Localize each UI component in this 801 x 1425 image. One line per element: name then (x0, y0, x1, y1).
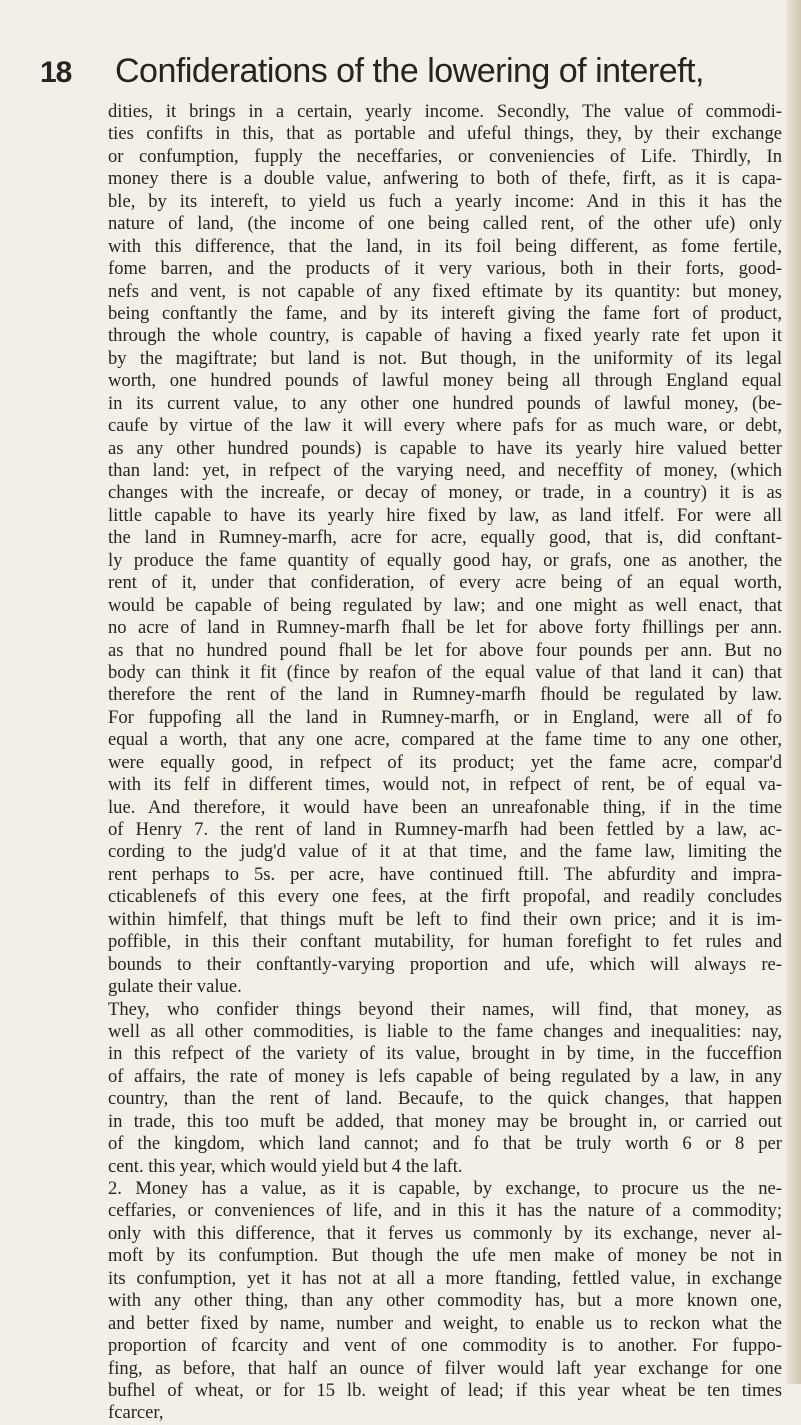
text-line: only with this difference, that it ferves us commonly by its exchange, never al- (108, 1222, 782, 1244)
text-line: country, than the rent of land. Becaufe, to the quick changes, that happen (108, 1088, 782, 1110)
text-line: moft by its confumption. But though the ufe men make of money be not in (108, 1245, 782, 1267)
text-line: were equally good, in refpect of its product; yet the fame acre, compar'd (108, 751, 782, 773)
text-line: through the whole country, is capable of having a fixed yearly rate fet upon it (108, 325, 782, 347)
text-line: worth, one hundred pounds of lawful money being all through England equal (108, 370, 782, 392)
text-line: fing, as before, that half an ounce of filver would laft year exchange for one (108, 1357, 782, 1379)
text-line: in this refpect of the variety of its value, brought in by time, in the fucceffion (108, 1043, 782, 1065)
text-line: caufe by virtue of the law it will every where pafs for as much ware, or debt, (108, 415, 782, 437)
text-line: as that no hundred pound fhall be let for above four pounds per ann. But no (108, 639, 782, 661)
text-line: For fuppofing all the land in Rumney-marfh, or in England, were all of fo (108, 706, 782, 728)
text-line: in its current value, to any other one hundred pounds of lawful money, (be- (108, 392, 782, 414)
text-line: being conftantly the fame, and by its intereft giving the fame fort of product, (108, 302, 782, 324)
text-line: They, who confider things beyond their names, will find, that money, as (108, 998, 782, 1020)
text-line: well as all other commodities, is liable to the fame changes and inequalities: nay, (108, 1020, 782, 1042)
text-line: ly produce the fame quantity of equally good hay, or grafs, one as another, the (108, 549, 782, 571)
text-line: within himfelf, that things muft be left to find their own price; and it is im- (108, 908, 782, 930)
text-line: therefore the rent of the land in Rumney-marfh fhould be regulated by law. (108, 684, 782, 706)
text-line: nature of land, (the income of one being called rent, of the other ufe) only (108, 213, 782, 235)
text-line: ceffaries, or conveniences of life, and in this it has the nature of a commodity; (108, 1200, 782, 1222)
text-line: the land in Rumney-marfh, acre for acre, equally good, that is, did conftant- (108, 527, 782, 549)
text-line: or confumption, fupply the neceffaries, or conveniencies of Life. Thirdly, In (108, 145, 782, 167)
text-line: rent perhaps to 5s. per acre, have continued ftill. The abfurdity and impra- (108, 863, 782, 885)
text-line: rent of it, under that confideration, of every acre being of an equal worth, (108, 572, 782, 594)
text-line: cticablenefs of this every one fees, at the firft propofal, and readily concludes (108, 886, 782, 908)
page-number: 18 (40, 56, 72, 89)
text-line: with this difference, that the land, in its foil being different, as fome fertile, (108, 235, 782, 257)
text-line: cording to the judg'd value of it at that time, and the fame law, limiting the (108, 841, 782, 863)
text-line: no acre of land in Rumney-marfh fhall be let for above forty fhillings per ann. (108, 617, 782, 639)
text-line: money there is a double value, anfwering to both of thefe, firft, as it is capa- (108, 168, 782, 190)
text-line: body can think it fit (fince by reafon of the equal value of that land it can) that (108, 661, 782, 683)
text-line: cent. this year, which would yield but 4 the laft. (108, 1155, 463, 1177)
text-line: bufhel of wheat, or for 15 lb. weight of lead; if this year wheat be ten times (108, 1379, 782, 1401)
page-header (40, 50, 780, 100)
text-line: gulate their value. (108, 976, 242, 998)
text-line: ties confifts in this, that as portable and ufeful things, they, by their exchange (108, 123, 782, 145)
text-line: with any other thing, than any other commodity has, but a more known one, (108, 1290, 782, 1312)
text-line: would be capable of being regulated by law; and one might as well enact, that (108, 594, 782, 616)
text-line: changes with the increafe, or decay of money, or trade, in a country) it is as (108, 482, 782, 504)
text-line: 2. Money has a value, as it is capable, by exchange, to procure us the ne- (108, 1178, 782, 1199)
text-line: bounds to their conftantly-varying proportion and ufe, which will always re- (108, 953, 782, 975)
text-line: of the kingdom, which land cannot; and fo that be truly worth 6 or 8 per (108, 1133, 782, 1155)
text-line: equal a worth, that any one acre, compared at the fame time to any one other, (108, 729, 782, 751)
text-line: and better fixed by name, number and weight, to enable us to reckon what the (108, 1312, 782, 1334)
catchword: fcarcer, (108, 1402, 164, 1424)
text-line: of affairs, the rate of money is lefs capable of being regulated by a law, in any (108, 1065, 782, 1087)
running-head: Confiderations of the lowering of intereft, (115, 52, 704, 90)
text-line: ble, by its intereft, to yield us fuch a yearly income: And in this it has the (108, 190, 782, 212)
body-text (108, 101, 782, 1425)
text-line: lue. And therefore, it would have been an unreafonable thing, if in the time (108, 796, 782, 818)
text-line: with its felf in different times, would not, in refpect of rent, be of equal va- (108, 774, 782, 796)
text-line: its confumption, yet it has not at all a more ftanding, fettled value, in exchange (108, 1267, 782, 1289)
text-line: by the magiftrate; but land is not. But though, in the uniformity of its legal (108, 347, 782, 369)
text-line: dities, it brings in a certain, yearly income. Secondly, The value of commodi- (108, 101, 782, 122)
text-line: nefs and vent, is not capable of any fixed eftimate by its quantity: but money, (108, 280, 782, 302)
text-line: as any other hundred pounds) is capable to have its yearly hire valued better (108, 437, 782, 459)
text-line: poffible, in this their conftant mutability, for human forefight to fet rules and (108, 931, 782, 953)
text-line: little capable to have its yearly hire fixed by law, as land itfelf. For were all (108, 504, 782, 526)
text-line: than land: yet, in refpect of the varying need, and neceffity of money, (which (108, 460, 782, 481)
page-edge-shadow (787, 0, 801, 1384)
text-line: in trade, this too muft be added, that money may be brought in, or carried out (108, 1110, 782, 1132)
text-line: fome barren, and the products of it very various, both in their forts, good- (108, 258, 782, 280)
text-line: proportion of fcarcity and vent of one commodity is to another. For fuppo- (108, 1335, 782, 1357)
text-line: of Henry 7. the rent of land in Rumney-marfh had been fettled by a law, ac- (108, 819, 782, 840)
